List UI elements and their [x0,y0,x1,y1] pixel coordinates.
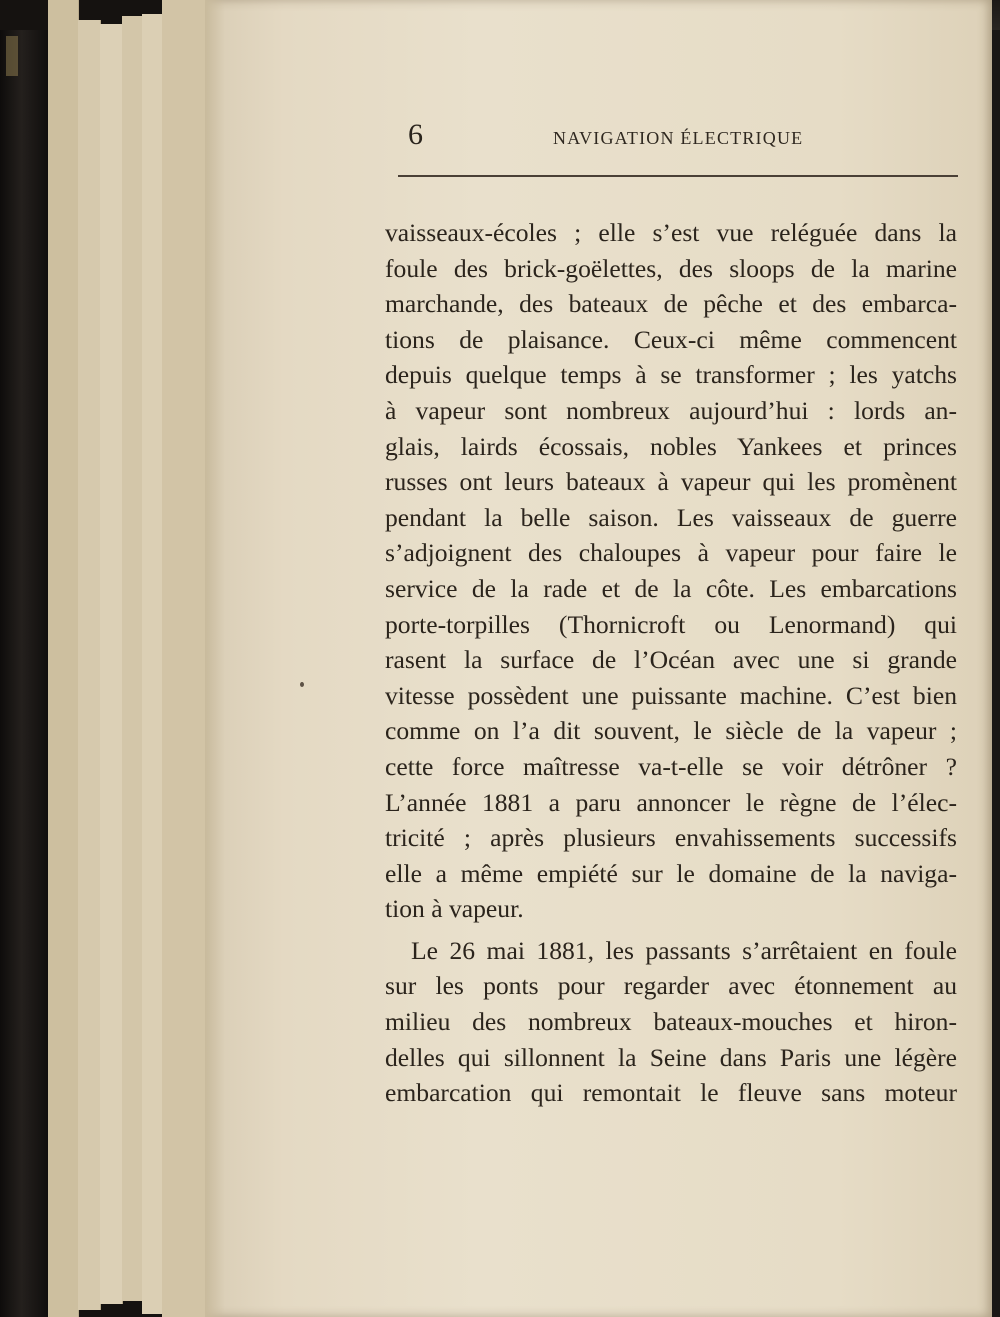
text-line: cette force maîtresse va-t-elle se voir détrôner ? [385,751,957,781]
text-line: tion à vapeur. [385,894,524,924]
text-line: s’adjoignent des chaloupes à vapeur pour faire le [385,538,957,568]
text-line: porte-torpilles (Thornicroft ou Lenormand) qui [385,609,957,639]
body-text [385,215,957,1111]
text-line: foule des brick-goëlettes, des sloops de la marine [385,253,957,283]
text-line: Le 26 mai 1881, les passants s’arrêtaient en foule [411,935,957,965]
page-header [398,118,958,158]
page-stack-leaf [78,20,101,1310]
text-line: service de la rade et de la côte. Les embarcations [385,573,957,603]
text-line: à vapeur sont nombreux aujourd’hui : lords an- [385,395,957,425]
running-title: NAVIGATION ÉLECTRIQUE [553,128,804,148]
text-line: sur les ponts pour regarder avec étonnement au [385,971,957,1001]
page-stack-leaf [142,14,163,1314]
ink-speck [300,682,304,687]
text-line: depuis quelque temps à se transformer ; les yatchs [385,360,957,390]
page-stack-leaf [122,16,143,1301]
text-line: pendant la belle saison. Les vaisseaux de guerre [385,502,957,532]
text-line: marchande, des bateaux de pêche et des embarca- [385,289,957,319]
page-edge-shadow [205,0,225,1317]
paragraph [385,215,957,927]
text-line: rasent la surface de l’Océan avec une si grande [385,645,957,675]
text-line: comme on l’a dit souvent, le siècle de la vapeur ; [385,716,957,746]
book-cover-left [0,30,48,1317]
paragraph [385,933,957,1111]
text-line: tricité ; après plusieurs envahissements successifs [385,823,957,853]
header-rule [398,175,958,177]
page-stack-leaf [100,24,123,1304]
book-cover-right [992,30,1000,1317]
text-line: delles qui sillonnent la Seine dans Paris une légère [385,1042,957,1072]
page-stack-leaf [48,0,79,1317]
text-line: embarcation qui remontait le fleuve sans moteur [385,1078,957,1108]
gilt-edge [6,36,18,76]
page-stack-leaf [162,0,206,1317]
text-line: elle a même empiété sur le domaine de la naviga- [385,858,957,888]
page-number: 6 [408,118,423,151]
text-line: glais, lairds écossais, nobles Yankees et princes [385,431,957,461]
text-line: russes ont leurs bateaux à vapeur qui les promènent [385,467,957,497]
text-line: milieu des nombreux bateaux-mouches et hiron- [385,1007,957,1037]
text-line: L’année 1881 a paru annoncer le règne de l’élec- [385,787,957,817]
text-line: vaisseaux-écoles ; elle s’est vue reléguée dans la [385,218,957,247]
text-line: vitesse possèdent une puissante machine. C’est bien [385,680,957,710]
text-line: tions de plaisance. Ceux-ci même commencent [385,324,957,354]
